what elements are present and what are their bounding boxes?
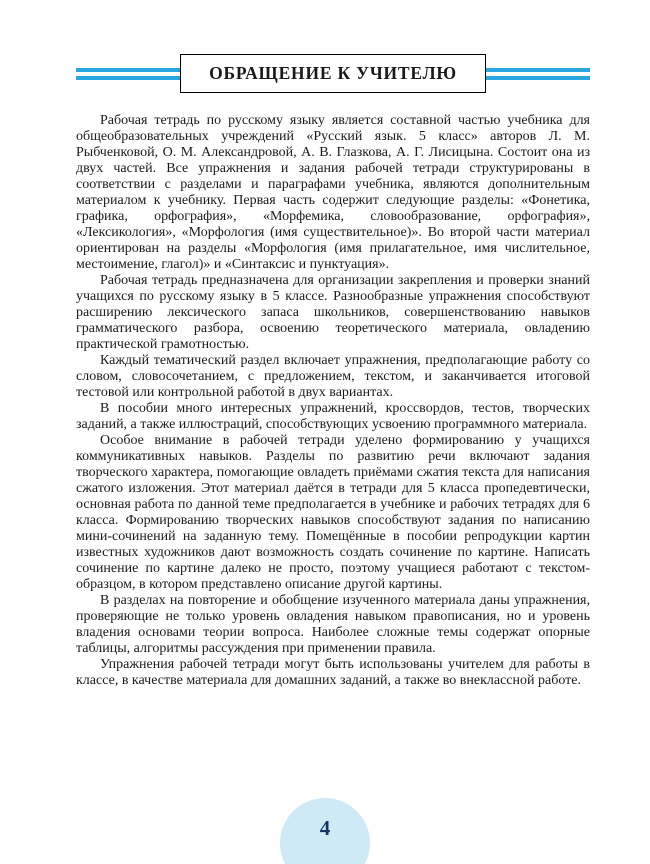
- body-text: [76, 113, 590, 689]
- title-rule-left: [76, 68, 180, 80]
- page-number: 4: [319, 816, 331, 840]
- rule-line: [76, 76, 180, 80]
- title-box: [180, 54, 486, 93]
- paragraph: Упражнения рабочей тетради могут быть использованы учителем для работы в классе, в качестве материала для домашних заданий, а также во внеклассной работе.: [76, 657, 590, 688]
- paragraph: Рабочая тетрадь по русскому языку является составной частью учебника для общеобразовательных учреждений «Русский язык. 5 класс» авторов Л. М. Рыбченковой, О. М. Александровой, А. В. Глазкова, А. Г. Лисицына. Состоит она из двух частей. Все упражнения и задания рабочей тетради структурированы в соответствии с разделами и параграфами учебника, являются дополнительным материалом к учебнику. Первая часть содержит следующие разделы: «Фонетика, графика, орфография», «Морфемика, словообразование, орфография», «Лексикология», «Морфология (имя существительное)». Во второй части материал ориентирован на разделы «Морфология (имя прилагательное, имя числительное, местоимение, глагол)» и «Синтаксис и пунктуация».: [76, 113, 590, 272]
- page-title: ОБРАЩЕНИЕ К УЧИТЕЛЮ: [209, 63, 457, 83]
- paragraph: Рабочая тетрадь предназначена для организации закрепления и проверки знаний учащихся по русскому языку в 5 классе. Разнообразные упражнения способствуют расширению лексического запаса школьников, совершенствованию навыков грамматического разбора, освоению теоретического материала, овладению практической грамотностью.: [76, 273, 590, 352]
- title-section: [76, 54, 590, 93]
- page-footer: [0, 798, 650, 864]
- paragraph: В пособии много интересных упражнений, кроссвордов, тестов, творческих заданий, а также иллюстраций, способствующих усвоению программного материала.: [76, 401, 590, 432]
- paragraph: Особое внимание в рабочей тетради уделено формированию у учащихся коммуникативных навыков. Разделы по развитию речи включают задания творческого характера, помогающие овладеть приёмами сжатия текста для написания сжатого изложения. Этот материал даётся в тетради для 5 класса пропедевтически, основная работа по данной теме предполагается в учебнике и рабочих тетрадях для 6 класса. Формированию творческих навыков способствуют задания по написанию мини-сочинений на заданную тему. Помещённые в пособии репродукции картин известных художников дают возможность создать сочинение по картине. Написать сочинение по картине далеко не просто, поэтому учащиеся работают с текстом-образцом, в котором представлено описание другой картины.: [76, 433, 590, 592]
- rule-line: [486, 76, 590, 80]
- rule-line: [486, 68, 590, 72]
- paragraph: В разделах на повторение и обобщение изученного материала даны упражнения, проверяющие не только уровень овладения навыком правописания, но и уровень владения основами теории вопроса. Наиболее сложные темы содержат опорные таблицы, алгоритмы рассуждения при применении правила.: [76, 593, 590, 656]
- rule-line: [76, 68, 180, 72]
- paragraph: Каждый тематический раздел включает упражнения, предполагающие работу со словом, словосочетанием, с предложением, текстом, и заканчивается итоговой тестовой или контрольной работой в двух вариантах.: [76, 353, 590, 400]
- title-rule-right: [486, 68, 590, 80]
- page-number-circle: [280, 798, 370, 864]
